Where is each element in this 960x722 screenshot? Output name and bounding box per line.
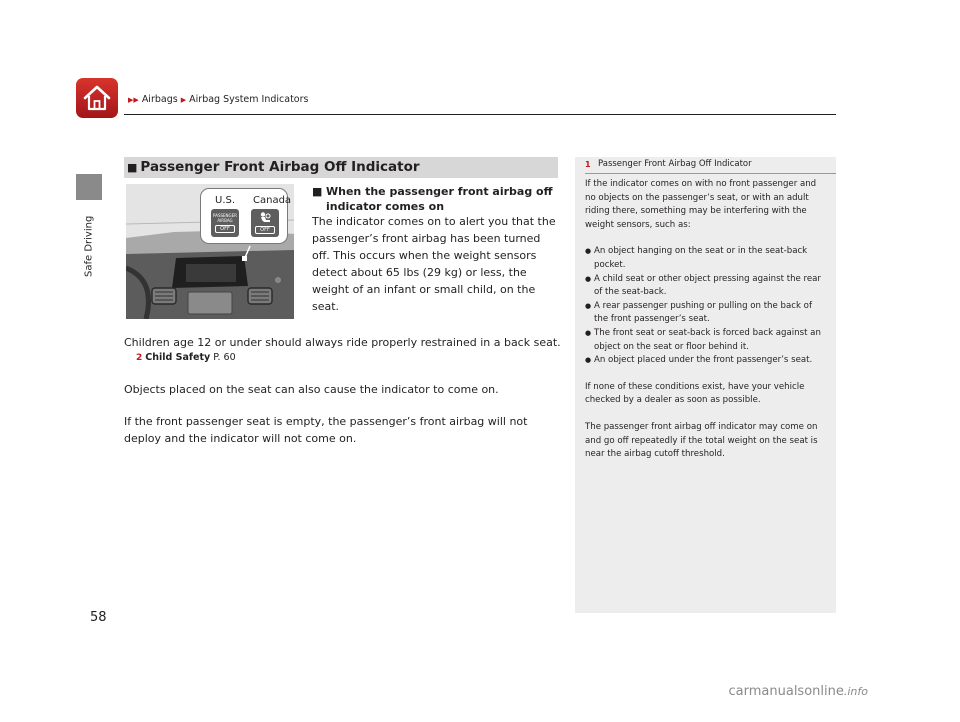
list-item: ● The front seat or seat-back is forced back against an object on the seat or floor behind it. xyxy=(585,327,826,354)
chapter-tab[interactable] xyxy=(76,174,102,200)
sidebar-bullet-list xyxy=(585,245,826,367)
page-number: 58 xyxy=(90,610,107,625)
seated-passenger-icon xyxy=(258,212,272,224)
paragraph-objects-on-seat: Objects placed on the seat can also cause the indicator to come on. xyxy=(124,383,499,396)
breadcrumb-link-airbags[interactable]: Airbags xyxy=(141,94,178,105)
indicator-text-line2: AIRBAG xyxy=(217,218,233,223)
indicator-text-line1: PASSENGER xyxy=(213,213,237,218)
square-bullet-icon: ■ xyxy=(127,161,138,174)
section-title: Passenger Front Airbag Off Indicator xyxy=(140,159,420,175)
sidebar-title-text: Passenger Front Airbag Off Indicator xyxy=(598,159,752,169)
square-bullet-icon: ■ xyxy=(312,185,323,198)
passenger-airbag-off-indicator-canada xyxy=(251,209,279,237)
breadcrumb-arrow-icon: ▶ xyxy=(180,96,187,104)
breadcrumb xyxy=(128,94,308,105)
paragraph-empty-seat: If the front passenger seat is empty, the passenger’s front airbag will not deploy and the indicator will not come on. xyxy=(124,415,528,445)
passenger-airbag-off-indicator-us xyxy=(211,209,239,237)
watermark xyxy=(729,684,868,699)
indicator-off-label: OFF xyxy=(215,225,235,233)
indicator-off-label: OFF xyxy=(255,226,275,234)
chapter-tab-label: Safe Driving xyxy=(83,215,95,277)
section-header xyxy=(124,157,558,178)
reference-page: P. 60 xyxy=(213,352,236,363)
reference-arrow-icon: 2 xyxy=(136,353,143,363)
label-canada: Canada xyxy=(253,195,292,206)
reference-label: Child Safety xyxy=(145,352,211,363)
sidebar-rule xyxy=(585,173,836,174)
sidebar-paragraph-dealer: If none of these conditions exist, have your vehicle checked by a dealer as soon as possible. xyxy=(585,381,805,406)
header-rule xyxy=(124,114,836,115)
list-item: ● An object placed under the front passenger’s seat. xyxy=(585,354,826,368)
sidebar-note xyxy=(575,157,836,613)
paragraph-children-back-seat: Children age 12 or under should always ride properly restrained in a back seat. xyxy=(124,336,561,349)
sidebar-paragraph-threshold: The passenger front airbag off indicator may come on and go off repeatedly if the total weight on the seat is near the airbag cutoff threshold. xyxy=(585,421,818,460)
sidebar-body xyxy=(585,178,826,462)
label-us: U.S. xyxy=(215,195,236,206)
sidebar-intro: If the indicator comes on with no front passenger and no objects on the passenger’s seat, or with an adult riding there, something may be interfering with the weight sensors, such as: xyxy=(585,179,817,230)
dashboard-figure xyxy=(126,184,294,319)
subsection-title: When the passenger front airbag off indicator comes on xyxy=(326,185,553,213)
breadcrumb-current: Airbag System Indicators xyxy=(189,94,309,105)
note-number: 1 xyxy=(585,160,591,169)
sidebar-title xyxy=(585,158,826,170)
list-item: ● A child seat or other object pressing against the rear of the seat-back. xyxy=(585,273,826,300)
paragraph-indicator-alert: The indicator comes on to alert you that the passenger’s front airbag has been turned off. This occurs when the weight sensors detect about 65 lbs (29 kg) or less, the weight of an infant or small child, on the seat. xyxy=(312,215,556,313)
indicator-callout xyxy=(200,188,292,244)
watermark-main: carmanualsonline xyxy=(728,684,844,699)
cross-reference-link[interactable] xyxy=(136,352,236,363)
list-item: ● An object hanging on the seat or in the seat-back pocket. xyxy=(585,245,826,272)
home-icon xyxy=(82,84,112,112)
breadcrumb-arrow-icon: ▶▶ xyxy=(128,96,139,104)
home-button[interactable] xyxy=(76,78,118,118)
watermark-suffix: .info xyxy=(843,685,868,698)
subsection-header xyxy=(312,184,562,214)
list-item: ● A rear passenger pushing or pulling on the back of the front passenger’s seat. xyxy=(585,300,826,327)
